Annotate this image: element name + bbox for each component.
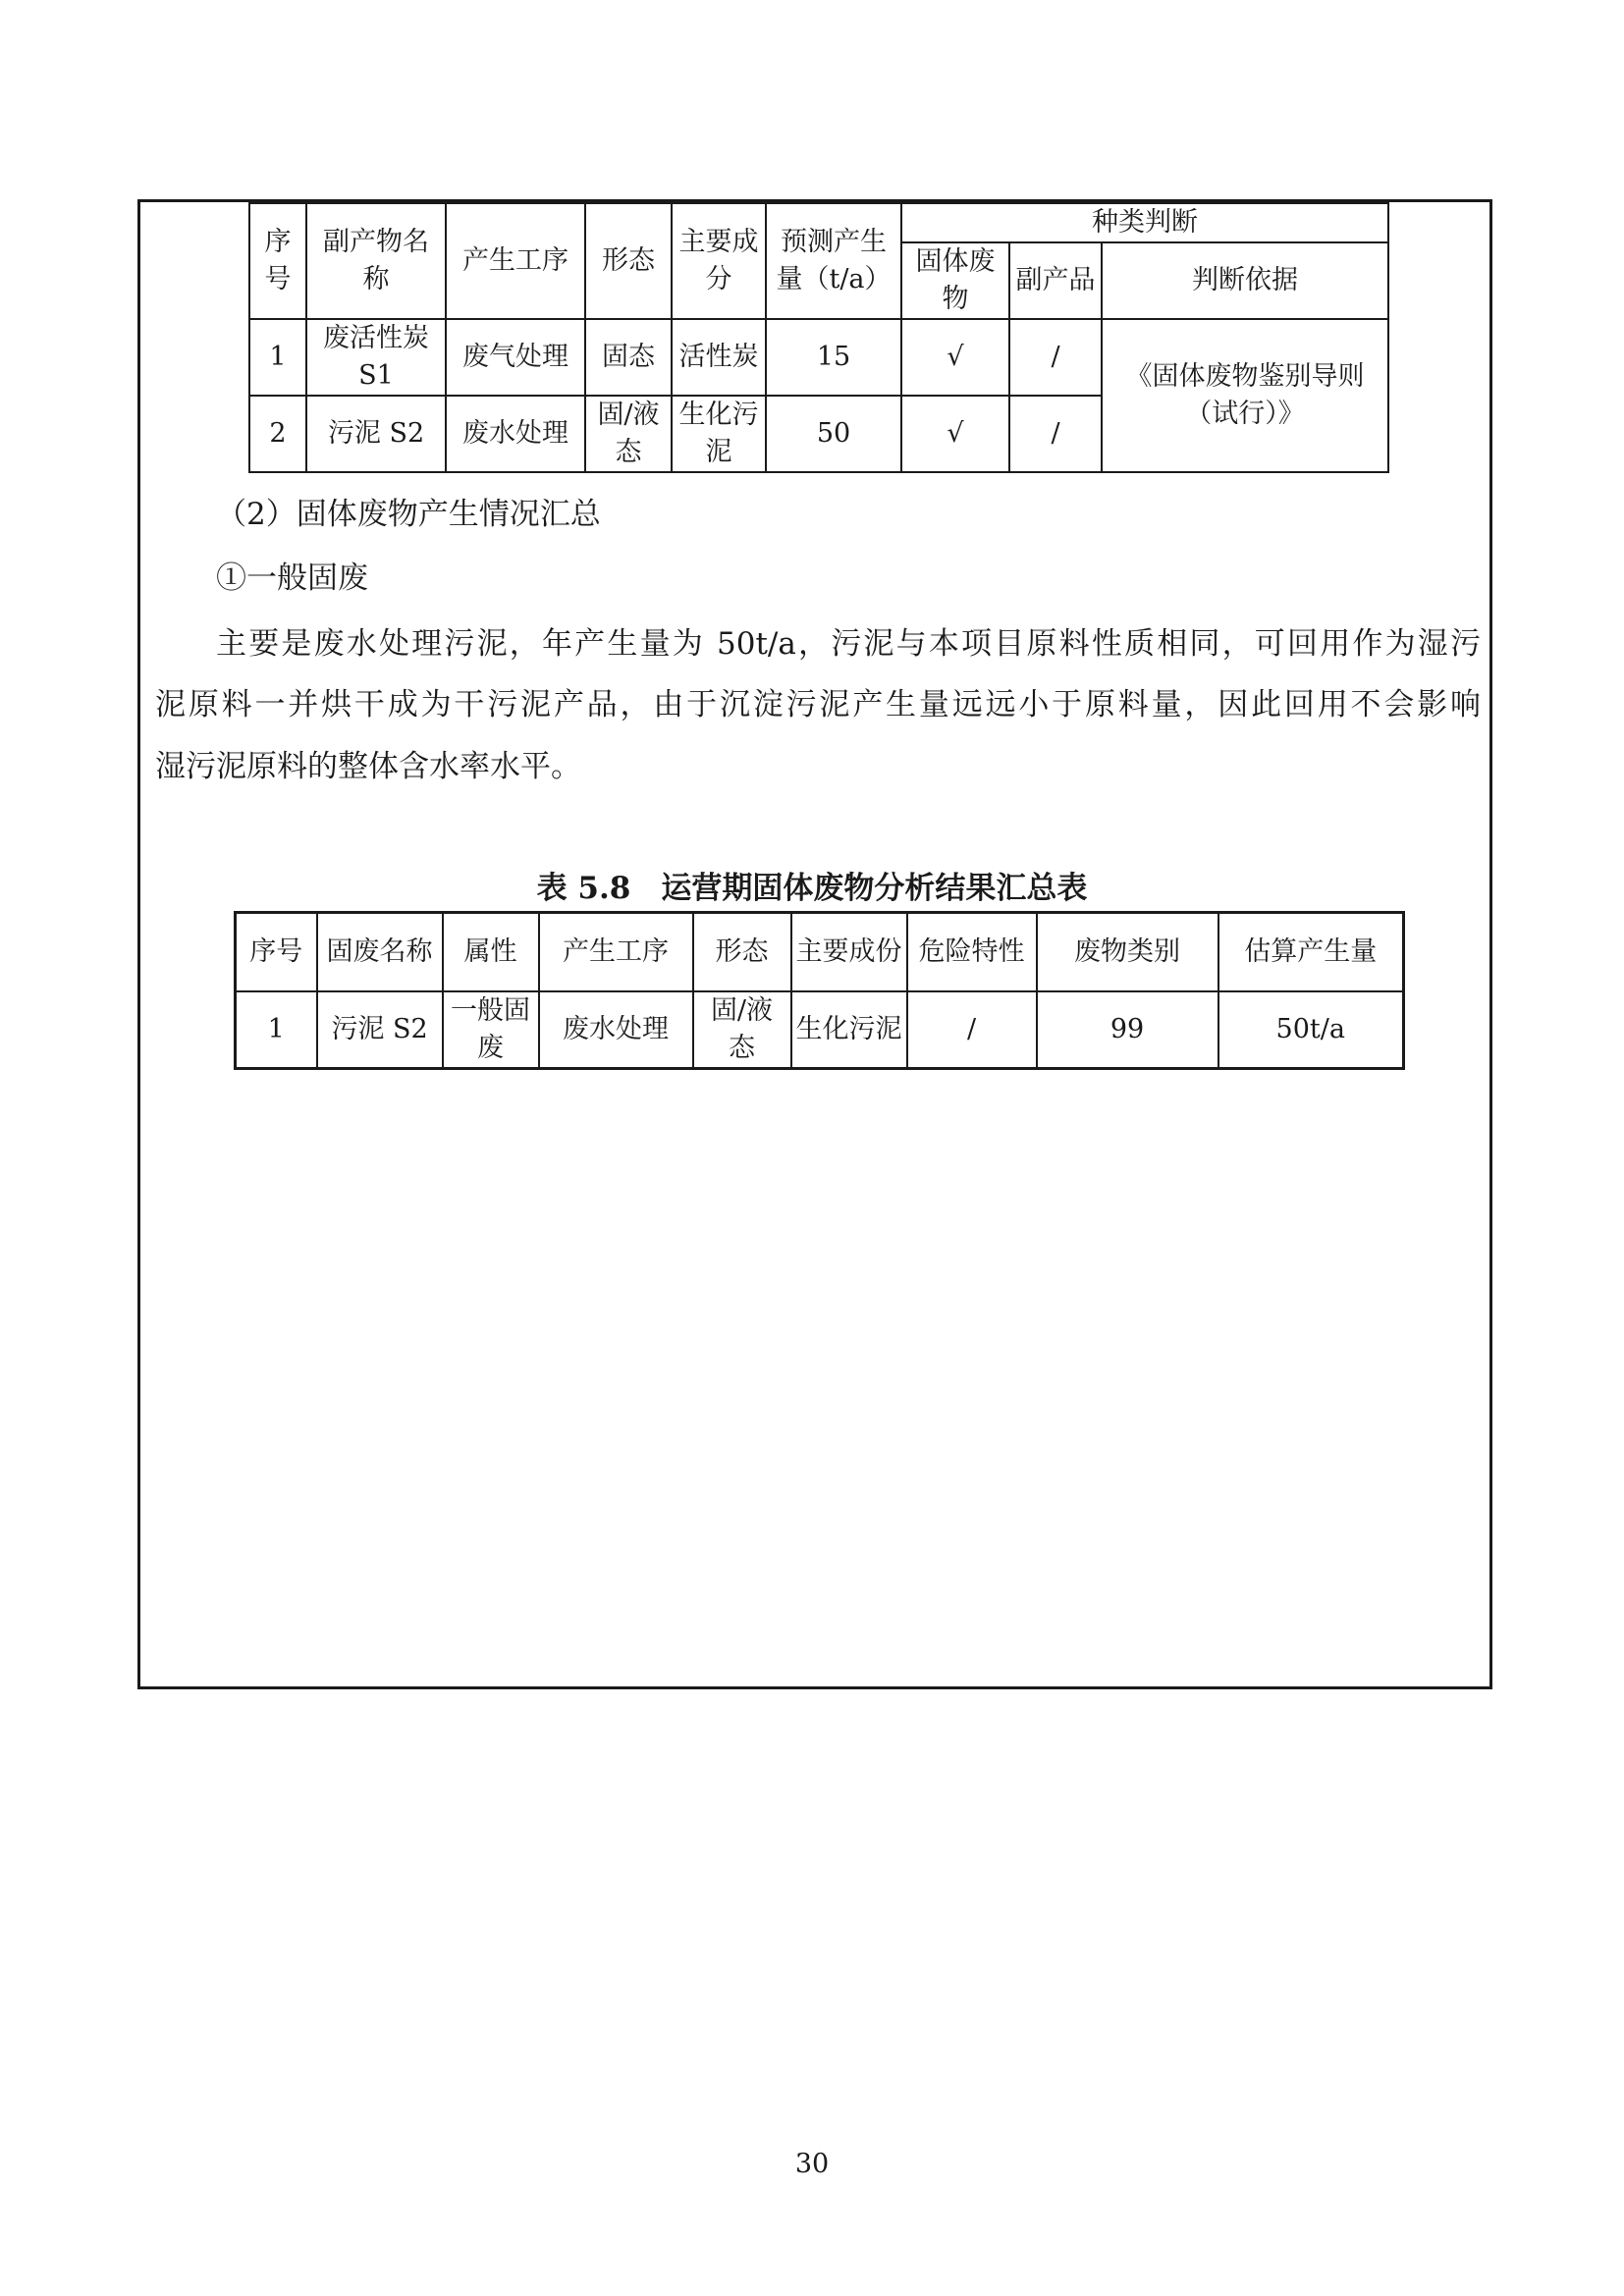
page-number: 30	[794, 2149, 830, 2179]
paragraph-line: 主要是废水处理污泥，年产生量为 50t/a，污泥与本项目原料性质相同，可回用作为湿污	[216, 626, 1481, 662]
cell-components: 生化污泥	[791, 991, 907, 1069]
cell-name: 污泥 S2	[306, 396, 446, 472]
cell-index: 2	[249, 396, 306, 472]
header-basis: 判断依据	[1102, 242, 1388, 319]
header-components: 主要成份	[791, 913, 907, 991]
header-amount: 估算产生量	[1218, 913, 1404, 991]
cell-process: 废水处理	[539, 991, 693, 1069]
header-process: 产生工序	[446, 203, 585, 319]
header-category: 废物类别	[1037, 913, 1218, 991]
header-hazard: 危险特性	[907, 913, 1037, 991]
header-components: 主要成分	[672, 203, 766, 319]
cell-form: 固/液态	[693, 991, 791, 1069]
cell-hazard: /	[907, 991, 1037, 1069]
header-index: 序号	[236, 913, 317, 991]
cell-index: 1	[249, 319, 306, 396]
section-heading: （2）固体废物产生情况汇总	[216, 497, 601, 532]
cell-forecast: 50	[766, 396, 901, 472]
cell-form: 固态	[585, 319, 672, 396]
cell-byproduct: /	[1009, 396, 1102, 472]
cell-basis: 《固体废物鉴别导则（试行）》	[1102, 319, 1388, 472]
header-category-judgement: 种类判断	[901, 203, 1388, 242]
header-forecast: 预测产生量（t/a）	[766, 203, 901, 319]
table-row	[236, 991, 1404, 1069]
summary-table	[234, 911, 1405, 1070]
table-header-row	[249, 203, 1388, 242]
cell-category: 99	[1037, 991, 1218, 1069]
table-header-row	[236, 913, 1404, 991]
paragraph-line: 泥原料一并烘干成为干污泥产品，由于沉淀污泥产生量远远小于原料量，因此回用不会影响	[155, 687, 1481, 722]
cell-name: 污泥 S2	[317, 991, 443, 1069]
table-title: 表 5.8 运营期固体废物分析结果汇总表	[536, 871, 1088, 906]
cell-byproduct: /	[1009, 319, 1102, 396]
header-solid-waste: 固体废物	[901, 242, 1009, 319]
cell-process: 废气处理	[446, 319, 585, 396]
cell-amount: 50t/a	[1218, 991, 1404, 1069]
byproduct-table	[248, 202, 1389, 473]
cell-name: 废活性炭 S1	[306, 319, 446, 396]
header-name: 副产物名称	[306, 203, 446, 319]
subsection-heading: ①一般固废	[216, 561, 368, 596]
paragraph-line: 湿污泥原料的整体含水率水平。	[155, 749, 581, 784]
cell-forecast: 15	[766, 319, 901, 396]
cell-attribute: 一般固废	[443, 991, 539, 1069]
header-attribute: 属性	[443, 913, 539, 991]
cell-form: 固/液态	[585, 396, 672, 472]
cell-process: 废水处理	[446, 396, 585, 472]
header-form: 形态	[585, 203, 672, 319]
cell-components: 活性炭	[672, 319, 766, 396]
header-process: 产生工序	[539, 913, 693, 991]
header-index: 序号	[249, 203, 306, 319]
header-name: 固废名称	[317, 913, 443, 991]
header-form: 形态	[693, 913, 791, 991]
cell-solid-waste: √	[901, 319, 1009, 396]
table-row	[249, 319, 1388, 396]
cell-solid-waste: √	[901, 396, 1009, 472]
cell-index: 1	[236, 991, 317, 1069]
cell-components: 生化污泥	[672, 396, 766, 472]
header-byproduct: 副产品	[1009, 242, 1102, 319]
